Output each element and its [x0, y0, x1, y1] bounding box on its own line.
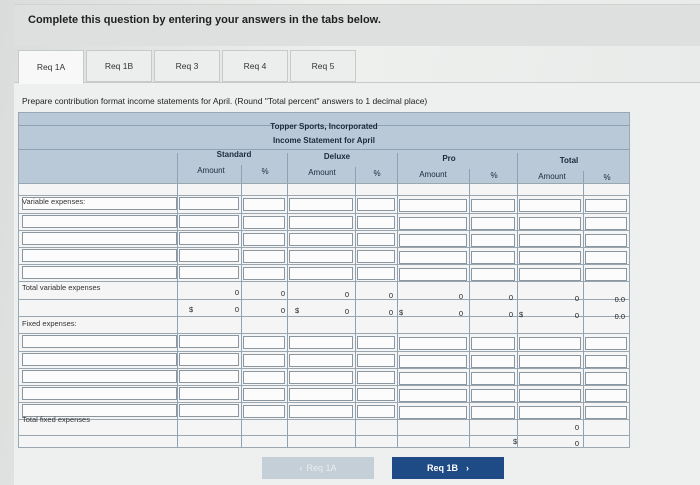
amount-input[interactable] [471, 337, 515, 350]
amount-input[interactable] [357, 354, 395, 367]
amount-input[interactable] [289, 267, 353, 280]
tab-req-1a[interactable]: Req 1A [18, 50, 84, 84]
amount-input[interactable] [357, 250, 395, 263]
amount-input[interactable] [399, 251, 467, 264]
total-net-dollar: $ [513, 437, 518, 446]
tab-req-1b[interactable]: Req 1B [86, 50, 152, 82]
grid-row-line [19, 419, 629, 420]
amount-input[interactable] [357, 267, 395, 280]
amount-input[interactable] [243, 233, 285, 246]
amount-input[interactable] [179, 353, 239, 366]
amount-input[interactable] [471, 355, 515, 368]
amount-input[interactable] [357, 198, 395, 211]
grid-row-line [19, 183, 629, 184]
deluxe-cm-dollar: $ [295, 306, 300, 315]
group-standard: Standard [216, 150, 252, 159]
amount-input[interactable] [519, 337, 581, 350]
amount-input[interactable] [585, 199, 627, 212]
amount-input[interactable] [399, 355, 467, 368]
deluxe-cm-amount: 0 [344, 307, 349, 316]
company-name: Topper Sports, Incorporated [270, 122, 378, 131]
amount-input[interactable] [519, 406, 581, 419]
amount-input[interactable] [243, 250, 285, 263]
amount-input[interactable] [243, 336, 285, 349]
amount-input[interactable] [179, 387, 239, 400]
expense-label-input[interactable] [22, 387, 177, 400]
grid-row-line [19, 247, 629, 248]
amount-input[interactable] [585, 406, 627, 419]
tab-req-4[interactable]: Req 4 [222, 50, 288, 82]
standard-cm-dollar: $ [189, 305, 194, 314]
amount-input[interactable] [399, 217, 467, 230]
amount-input[interactable] [585, 389, 627, 402]
expense-label-input[interactable] [22, 266, 177, 279]
amount-input[interactable] [289, 405, 353, 418]
pro-cm-percent: 0 [508, 310, 513, 319]
deluxe-tve-percent: 0 [388, 291, 393, 300]
amount-input[interactable] [289, 198, 353, 211]
grid-row-line [19, 281, 629, 282]
amount-input[interactable] [519, 268, 581, 281]
grid-row-line [19, 213, 629, 214]
amount-input[interactable] [471, 251, 515, 264]
statement-title: Income Statement for April [273, 136, 375, 145]
next-req-button[interactable]: Req 1B › [392, 457, 504, 479]
amount-input[interactable] [289, 354, 353, 367]
amount-input[interactable] [471, 268, 515, 281]
col-standard-percent: % [261, 167, 269, 176]
total-net-amount: 0 [574, 439, 579, 448]
grid-row-line [19, 402, 629, 403]
prev-req-button[interactable]: ‹ Req 1A [262, 457, 374, 479]
col-deluxe-percent: % [373, 169, 381, 178]
amount-input[interactable] [471, 234, 515, 247]
amount-input[interactable] [357, 371, 395, 384]
pro-cm-amount: 0 [458, 309, 463, 318]
total-cm-percent: 0.0 [614, 312, 625, 321]
chevron-left-icon: ‹ [299, 463, 303, 473]
standard-tve-percent: 0 [280, 289, 285, 298]
amount-input[interactable] [519, 199, 581, 212]
amount-input[interactable] [289, 336, 353, 349]
amount-input[interactable] [471, 389, 515, 402]
col-total-percent: % [603, 173, 611, 182]
amount-input[interactable] [179, 335, 239, 348]
amount-input[interactable] [179, 266, 239, 279]
grid-row-line [19, 299, 629, 300]
standard-tve-amount: 0 [234, 288, 239, 297]
amount-input[interactable] [289, 216, 353, 229]
grid-row-line [19, 351, 629, 352]
amount-input[interactable] [585, 268, 627, 281]
expense-label-input[interactable] [22, 353, 177, 366]
deluxe-tve-amount: 0 [344, 290, 349, 299]
grid-row-line [19, 195, 629, 196]
group-deluxe: Deluxe [323, 152, 351, 161]
amount-input[interactable] [519, 372, 581, 385]
amount-input[interactable] [357, 388, 395, 401]
col-pro-percent: % [490, 171, 498, 180]
amount-input[interactable] [399, 199, 467, 212]
expense-label-input[interactable] [22, 249, 177, 262]
amount-input[interactable] [179, 370, 239, 383]
col-standard-amount: Amount [197, 166, 225, 175]
deluxe-cm-percent: 0 [388, 308, 393, 317]
amount-input[interactable] [243, 388, 285, 401]
amount-input[interactable] [399, 406, 467, 419]
amount-input[interactable] [357, 405, 395, 418]
grid-row-line [19, 316, 629, 317]
amount-input[interactable] [243, 405, 285, 418]
amount-input[interactable] [243, 216, 285, 229]
total-cm-dollar: $ [519, 310, 524, 319]
question-prompt: Prepare contribution format income statements for April. (Round "Total percent" answers to 1 decimal place) [22, 96, 428, 106]
col-pro-amount: Amount [419, 170, 447, 179]
standard-cm-percent: 0 [280, 306, 285, 315]
total-tfe-amount: 0 [574, 423, 579, 432]
total-cm-amount: 0 [574, 311, 579, 320]
amount-input[interactable] [471, 217, 515, 230]
expense-label-input[interactable] [22, 215, 177, 228]
amount-input[interactable] [519, 251, 581, 264]
grid-row-line [19, 264, 629, 265]
fixed-expenses-label: Fixed expenses: [22, 319, 77, 328]
amount-input[interactable] [289, 233, 353, 246]
amount-input[interactable] [585, 234, 627, 247]
amount-input[interactable] [243, 371, 285, 384]
grid-row-line [19, 368, 629, 369]
amount-input[interactable] [179, 232, 239, 245]
col-deluxe-amount: Amount [308, 168, 336, 177]
chevron-right-icon: › [466, 463, 469, 473]
group-total: Total [559, 156, 579, 165]
grid-row-line [19, 385, 629, 386]
tab-req-3[interactable]: Req 3 [154, 50, 220, 82]
total-tve-percent: 0.0 [614, 295, 625, 304]
amount-input[interactable] [357, 233, 395, 246]
col-total-amount: Amount [538, 172, 566, 181]
amount-input[interactable] [289, 371, 353, 384]
income-statement-table [18, 112, 630, 448]
grid-row-line [19, 435, 629, 436]
amount-input[interactable] [519, 217, 581, 230]
amount-input[interactable] [585, 251, 627, 264]
amount-input[interactable] [471, 406, 515, 419]
amount-input[interactable] [243, 267, 285, 280]
amount-input[interactable] [471, 199, 515, 212]
expense-label-input[interactable] [22, 232, 177, 245]
amount-input[interactable] [399, 389, 467, 402]
total-fixed-expenses-label: Total fixed expenses [22, 415, 90, 424]
pro-tve-percent: 0 [508, 293, 513, 302]
amount-input[interactable] [585, 355, 627, 368]
standard-cm-amount: 0 [234, 305, 239, 314]
pro-cm-dollar: $ [399, 308, 404, 317]
total-tve-amount: 0 [574, 294, 579, 303]
amount-input[interactable] [585, 372, 627, 385]
amount-input[interactable] [289, 388, 353, 401]
expense-label-input[interactable] [22, 335, 177, 348]
amount-input[interactable] [519, 355, 581, 368]
amount-input[interactable] [243, 198, 285, 211]
instruction-text: Complete this question by entering your answers in the tabs below. [28, 14, 381, 26]
total-variable-expenses-label: Total variable expenses [22, 283, 101, 292]
group-pro: Pro [442, 154, 456, 163]
amount-input[interactable] [179, 249, 239, 262]
variable-expenses-label: Variable expenses: [22, 197, 86, 206]
amount-input[interactable] [585, 217, 627, 230]
amount-input[interactable] [399, 337, 467, 350]
amount-input[interactable] [519, 389, 581, 402]
amount-input[interactable] [399, 234, 467, 247]
amount-input[interactable] [357, 336, 395, 349]
req-tabs [18, 50, 356, 84]
amount-input[interactable] [471, 372, 515, 385]
pro-tve-amount: 0 [458, 292, 463, 301]
grid-row-line [19, 333, 629, 334]
tab-req-5[interactable]: Req 5 [290, 50, 356, 82]
amount-input[interactable] [399, 372, 467, 385]
amount-input[interactable] [357, 216, 395, 229]
expense-label-input[interactable] [22, 370, 177, 383]
amount-input[interactable] [289, 250, 353, 263]
amount-input[interactable] [179, 215, 239, 228]
amount-input[interactable] [179, 197, 239, 210]
grid-row-line [19, 230, 629, 231]
amount-input[interactable] [243, 354, 285, 367]
amount-input[interactable] [519, 234, 581, 247]
amount-input[interactable] [399, 268, 467, 281]
amount-input[interactable] [585, 337, 627, 350]
amount-input[interactable] [179, 404, 239, 417]
